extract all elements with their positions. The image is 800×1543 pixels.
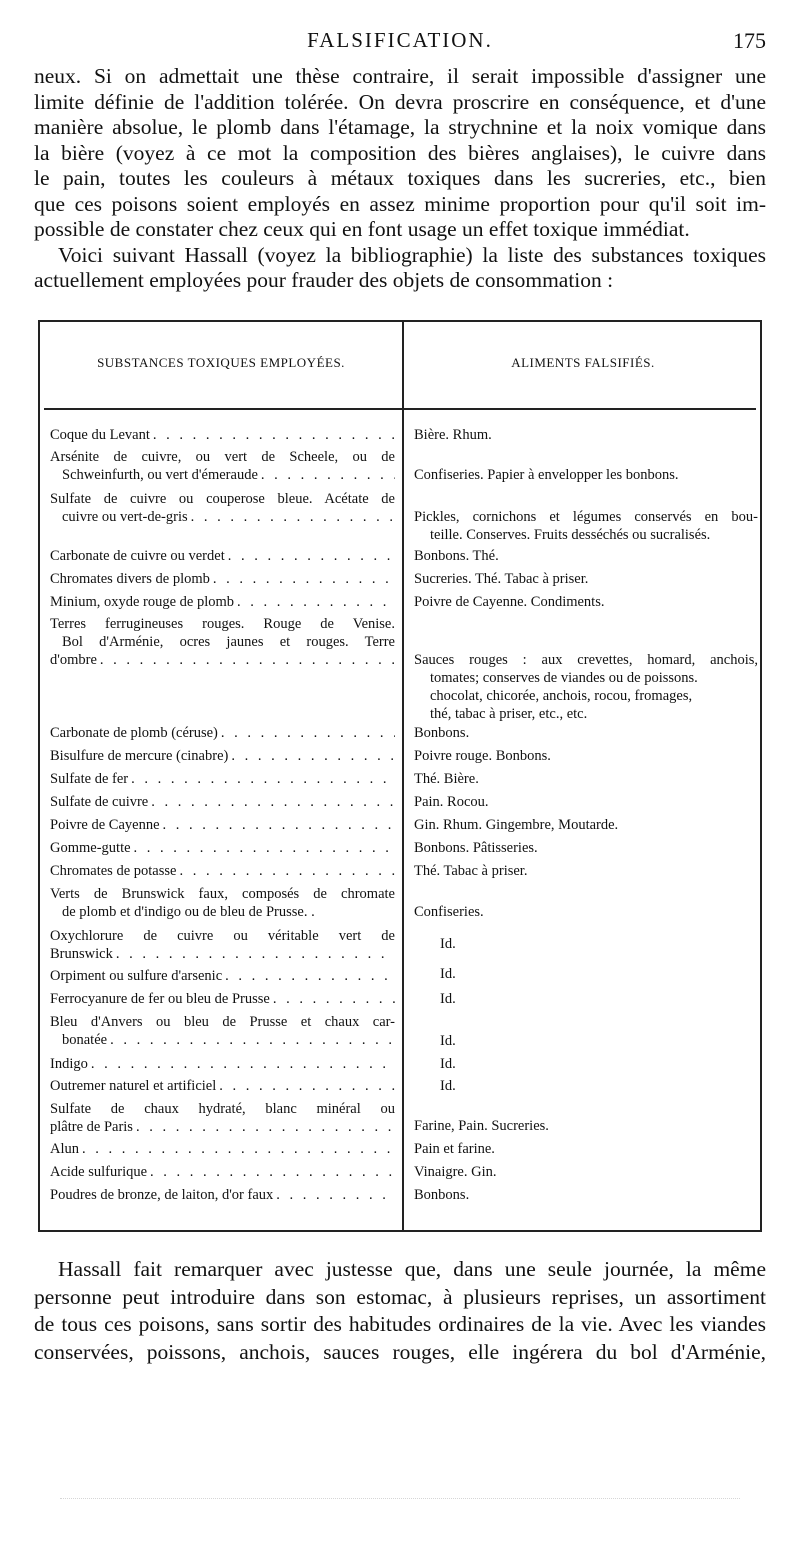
table-row-substance	[50, 1077, 395, 1095]
table-row-aliments	[414, 593, 758, 611]
substance-text: Chromates de potasse	[50, 863, 177, 879]
intro-line: Voici suivant Hassall (voyez la bibliographie) la liste des substances toxiques	[58, 242, 766, 267]
table-row-aliments	[414, 1117, 758, 1135]
intro-line: la bière (voyez à ce mot la composition des bières anglaises), le cuivre dans	[34, 140, 766, 165]
table-row-substance	[50, 1186, 395, 1204]
table-row-aliments	[414, 426, 758, 444]
substance-text: Sulfate de fer	[50, 771, 129, 787]
table-row-aliments	[414, 547, 758, 565]
substance-text: Terres ferrugineuses rouges. Rouge de Venise.	[50, 616, 395, 632]
table-row-aliments	[414, 965, 784, 983]
aliments-text: tomates; conserves de viandes ou de poissons.	[430, 670, 698, 686]
aliments-text: thé, tabac à priser, etc., etc.	[430, 706, 588, 722]
aliments-text: Bonbons.	[414, 725, 470, 741]
column-header-substances: SUBSTANCES TOXIQUES EMPLOYÉES.	[97, 355, 345, 370]
aliments-text: Id.	[440, 1056, 456, 1072]
substance-text: Oxychlorure de cuivre ou véritable vert de	[50, 928, 395, 944]
table-row-aliments	[414, 1140, 758, 1158]
table-row-substance	[50, 747, 395, 765]
table-row-substance	[50, 862, 395, 880]
aliments-text: Thé. Tabac à priser.	[414, 863, 528, 879]
intro-paragraph	[34, 64, 766, 294]
aliments-text: Bonbons.	[414, 1187, 470, 1203]
running-header	[0, 28, 800, 58]
table-row-aliments	[414, 747, 758, 765]
substance-text: cuivre ou vert-de-gris	[62, 509, 188, 525]
aliments-text: Pain. Rocou.	[414, 794, 489, 810]
substance-text: Ferrocyanure de fer ou bleu de Prusse	[50, 991, 270, 1007]
aliments-text: Sauces rouges : aux crevettes, homard, anchois,	[414, 652, 758, 668]
aliments-text: Id.	[440, 936, 456, 952]
outro-line: Hassall fait remarquer avec justesse que, dans une seule journée, la même	[58, 1257, 766, 1281]
intro-line: limite définie de l'addition tolérée. On devra proscrire en conséquence, et d'une	[34, 89, 766, 114]
substance-text: Indigo	[50, 1056, 88, 1072]
aliments-text: Id.	[440, 966, 456, 982]
table-row-substance	[50, 885, 395, 921]
table-row-aliments	[414, 724, 758, 742]
table-row-aliments	[414, 990, 784, 1008]
aliments-text: Bonbons. Pâtisseries.	[414, 840, 538, 856]
page-number: 175	[733, 28, 766, 53]
outro-line: de tous ces poisons, sans sortir des habitudes ordinaires de la vie. Avec les viandes	[34, 1312, 766, 1336]
table-row-substance	[50, 1140, 395, 1158]
aliments-text: Id.	[440, 1033, 456, 1049]
table-row-substance	[50, 1163, 395, 1181]
table-row-substance	[50, 593, 395, 611]
aliments-text: Id.	[440, 991, 456, 1007]
table-row-aliments	[414, 793, 758, 811]
table-row-aliments	[414, 570, 758, 588]
running-title: FALSIFICATION.	[307, 28, 493, 52]
substance-text: Orpiment ou sulfure d'arsenic	[50, 968, 223, 984]
table-row-substance	[50, 490, 395, 526]
table-row-substance	[50, 816, 395, 834]
table-row-substance	[50, 1055, 395, 1073]
aliments-text: Confiseries.	[414, 904, 484, 920]
table-row-substance	[50, 793, 395, 811]
aliments-text: Id.	[440, 1078, 456, 1094]
aliments-text: Vinaigre. Gin.	[414, 1164, 497, 1180]
substance-text: Sulfate de chaux hydraté, blanc minéral ou	[50, 1101, 395, 1117]
intro-line: que ces poisons soient employés en assez minime proportion pour qu'il soit im-	[34, 191, 766, 216]
intro-line: le pain, toutes les couleurs à métaux toxiques dans les sucreries, etc., bien	[34, 166, 766, 190]
substance-text: Bleu d'Anvers ou bleu de Prusse et chaux car-	[50, 1014, 395, 1030]
aliments-text: Thé. Bière.	[414, 771, 479, 787]
aliments-text: Bonbons. Thé.	[414, 548, 499, 564]
substance-text: Arsénite de cuivre, ou vert de Scheele, ou de	[50, 449, 395, 465]
page-noise-divider	[60, 1498, 740, 1499]
table-row-substance	[50, 426, 395, 444]
substance-text: Sulfate de cuivre	[50, 794, 149, 810]
aliments-text: Pickles, cornichons et légumes conservés en bou-	[414, 509, 758, 525]
substance-text: plâtre de Paris	[50, 1119, 133, 1135]
table-row-aliments	[414, 903, 758, 921]
substance-text: d'ombre	[50, 652, 97, 668]
substance-text: Bol d'Arménie, ocres jaunes et rouges. Terre	[62, 634, 395, 650]
substance-text: Sulfate de cuivre ou couperose bleue. Acétate de	[50, 491, 395, 507]
table-row-substance	[50, 570, 395, 588]
substance-text: Minium, oxyde rouge de plomb	[50, 594, 235, 610]
aliments-text: Sucreries. Thé. Tabac à priser.	[414, 571, 589, 587]
table-row-substance	[50, 770, 395, 788]
substance-text: Poudres de bronze, de laiton, d'or faux	[50, 1187, 274, 1203]
table-row-substance	[50, 839, 395, 857]
table-row-aliments	[414, 651, 758, 723]
table-row-aliments	[414, 1163, 758, 1181]
table-row-aliments	[414, 862, 758, 880]
aliments-text: Poivre rouge. Bonbons.	[414, 748, 551, 764]
aliments-text: Poivre de Cayenne. Condiments.	[414, 594, 605, 610]
outro-line: personne peut introduire dans son estomac, à plusieurs reprises, un assortiment	[34, 1284, 766, 1309]
substance-text: Brunswick	[50, 946, 113, 962]
table-row-aliments	[414, 816, 758, 834]
column-header-aliments: ALIMENTS FALSIFIÉS.	[511, 355, 655, 370]
substance-text: Schweinfurth, ou vert d'émeraude	[62, 467, 258, 483]
aliments-text: teille. Conserves. Fruits desséchés ou sucralisés.	[430, 527, 711, 543]
outro-paragraph	[34, 1256, 766, 1366]
table-row-aliments	[414, 1032, 784, 1050]
substance-text: Acide sulfurique	[50, 1164, 148, 1180]
table-row-aliments	[414, 935, 784, 953]
table-row-substance	[50, 1013, 395, 1049]
table-row-aliments	[414, 508, 758, 544]
outro-line: conservées, poissons, anchois, sauces rouges, elle ingérera du bol d'Arménie,	[34, 1339, 766, 1364]
table-row-substance	[50, 724, 395, 742]
substance-text: Chromates divers de plomb	[50, 571, 210, 587]
aliments-text: Gin. Rhum. Gingembre, Moutarde.	[414, 817, 619, 833]
substance-text: bonatée	[62, 1032, 108, 1048]
aliments-text: chocolat, chicorée, anchois, rocou, fromages,	[430, 688, 693, 704]
intro-line: actuellement employées pour frauder des objets de consommation :	[34, 268, 614, 292]
table-row-aliments	[414, 466, 758, 484]
table-row-aliments	[414, 839, 758, 857]
substance-text: Carbonate de plomb (céruse)	[50, 725, 218, 741]
table-row-aliments	[414, 1077, 784, 1095]
intro-line: manière absolue, le plomb dans l'étamage, la strychnine et la noix vomique dans	[34, 115, 766, 139]
substance-text: Poivre de Cayenne	[50, 817, 160, 833]
substance-text: Carbonate de cuivre ou verdet	[50, 548, 225, 564]
substance-text: Alun	[50, 1141, 79, 1157]
table-row-substance	[50, 967, 395, 985]
table-row-substance	[50, 1100, 395, 1136]
table-row-substance	[50, 927, 395, 963]
table-row-aliments	[414, 1055, 784, 1073]
column-divider	[402, 322, 404, 1230]
table-row-aliments	[414, 770, 758, 788]
aliments-text: Bière. Rhum.	[414, 427, 492, 443]
substances-table	[38, 320, 762, 1232]
substance-text: Coque du Levant	[50, 427, 150, 443]
substance-text: Outremer naturel et artificiel	[50, 1078, 217, 1094]
intro-line: neux. Si on admettait une thèse contraire, il serait impossible d'assigner une	[34, 64, 766, 88]
aliments-text: Farine, Pain. Sucreries.	[414, 1118, 549, 1134]
table-row-substance	[50, 990, 395, 1008]
substance-text: Bisulfure de mercure (cinabre)	[50, 748, 229, 764]
substance-text: Verts de Brunswick faux, composés de chromate	[50, 886, 395, 902]
substance-text: Gomme-gutte	[50, 840, 131, 856]
aliments-text: Pain et farine.	[414, 1141, 495, 1157]
table-row-aliments	[414, 1186, 758, 1204]
table-row-substance	[50, 448, 395, 484]
table-row-substance	[50, 547, 395, 565]
substance-text: de plomb et d'indigo ou de bleu de Prusse. .	[62, 904, 315, 920]
table-row-substance	[50, 615, 395, 669]
aliments-text: Confiseries. Papier à envelopper les bonbons.	[414, 467, 679, 483]
header-rule	[44, 408, 756, 410]
intro-line: possible de constater chez ceux qui en font usage un effet toxique immédiat.	[34, 217, 690, 241]
